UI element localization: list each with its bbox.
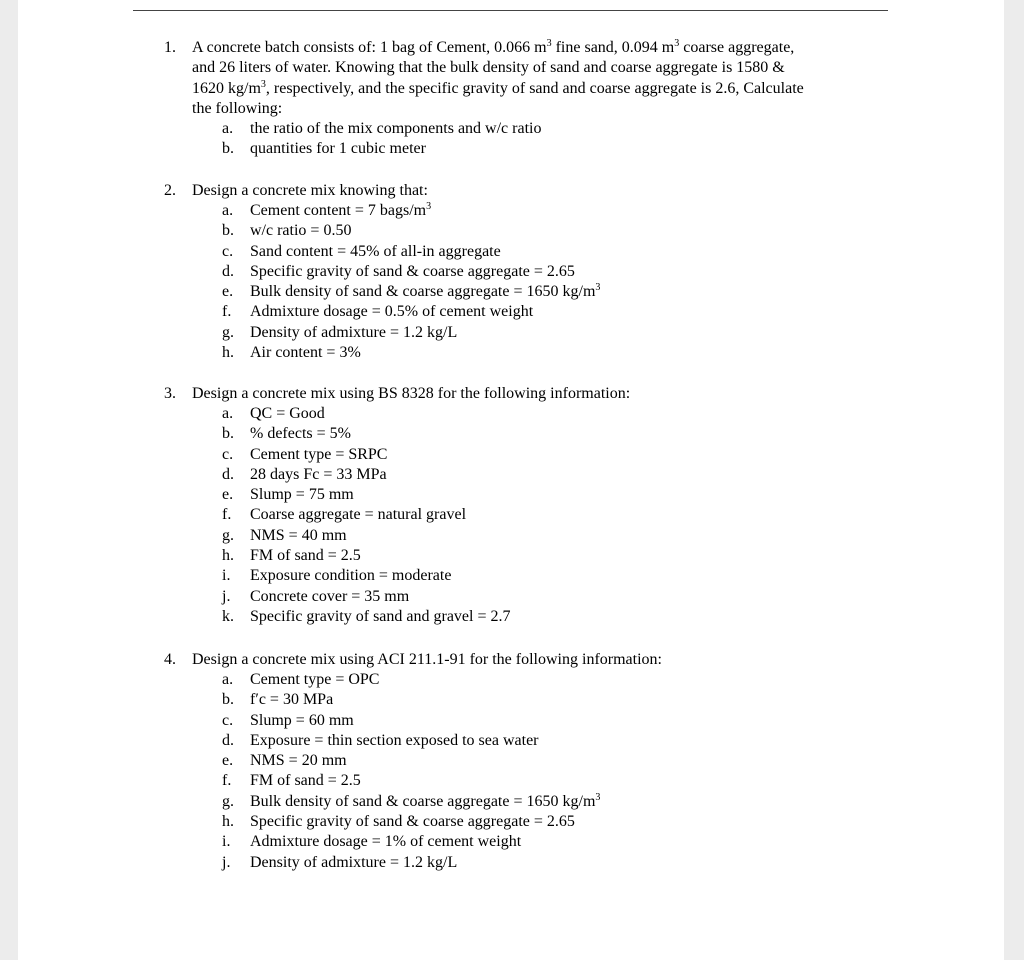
list-item bbox=[18, 424, 1004, 444]
item-letter: i. bbox=[222, 833, 231, 851]
list-item bbox=[18, 302, 1004, 322]
list-item bbox=[18, 139, 1004, 159]
question-line: A concrete batch consists of: 1 bag of Cement, 0.066 $m^3$ fine sand, 0.094 $m^3$ coarse aggregate, bbox=[192, 38, 795, 56]
list-item bbox=[18, 404, 1004, 424]
item-text: Admixture dosage = 1% of cement weight bbox=[250, 833, 522, 851]
list-item bbox=[18, 262, 1004, 282]
item-text: Concrete cover = 35 mm bbox=[250, 587, 410, 605]
item-letter: f. bbox=[222, 303, 232, 321]
item-letter: c. bbox=[222, 242, 234, 260]
item-letter: b. bbox=[222, 222, 234, 240]
item-text: Cement type = SRPC bbox=[250, 445, 388, 463]
sub-item-list bbox=[18, 119, 1004, 160]
item-text: w/c ratio = 0.50 bbox=[250, 222, 352, 240]
item-text: FM of sand = 2.5 bbox=[250, 772, 361, 790]
item-letter: g. bbox=[222, 526, 234, 544]
item-text: Admixture dosage = 0.5% of cement weight bbox=[250, 303, 534, 321]
list-item bbox=[18, 201, 1004, 221]
list-item bbox=[18, 670, 1004, 690]
item-text: the ratio of the mix components and w/c ratio bbox=[250, 120, 542, 137]
question-line: 1620 $kg/m^3$, respectively, and the specific gravity of sand and coarse aggregate is 2.6, Calculate bbox=[192, 78, 804, 97]
item-text: Exposure condition = moderate bbox=[250, 567, 452, 585]
item-letter: e. bbox=[222, 752, 234, 770]
list-item bbox=[18, 343, 1004, 363]
item-letter: a. bbox=[222, 202, 234, 219]
item-letter: h. bbox=[222, 547, 234, 565]
item-text: NMS = 40 mm bbox=[250, 526, 347, 544]
item-letter: a. bbox=[222, 405, 234, 422]
question-text bbox=[192, 38, 892, 119]
item-text: Exposure = thin section exposed to sea water bbox=[250, 731, 539, 749]
item-letter: d. bbox=[222, 465, 234, 483]
list-item bbox=[18, 853, 1004, 873]
list-item bbox=[18, 282, 1004, 302]
item-letter: j. bbox=[222, 587, 231, 605]
question-number: 3. bbox=[164, 385, 176, 402]
list-item bbox=[18, 832, 1004, 852]
question-number: 1. bbox=[164, 39, 176, 56]
sub-item-list bbox=[18, 404, 1004, 627]
item-text: Slump = 75 mm bbox=[250, 486, 354, 504]
item-text: % defects = 5% bbox=[250, 425, 351, 443]
item-letter: d. bbox=[222, 262, 234, 280]
question-text bbox=[192, 181, 892, 201]
item-letter: j. bbox=[222, 853, 231, 871]
item-letter: h. bbox=[222, 344, 234, 362]
list-item bbox=[18, 242, 1004, 262]
item-text: 28 days Fc = 33 MPa bbox=[250, 465, 387, 483]
list-item bbox=[18, 526, 1004, 546]
item-text: Bulk density of sand & coarse aggregate = 1650 $kg/m^3$ bbox=[250, 791, 601, 810]
item-letter: e. bbox=[222, 486, 234, 504]
list-item bbox=[18, 587, 1004, 607]
item-letter: g. bbox=[222, 323, 234, 341]
item-letter: a. bbox=[222, 671, 234, 688]
item-letter: k. bbox=[222, 607, 234, 625]
item-letter: f. bbox=[222, 506, 232, 524]
item-text: Air content = 3% bbox=[250, 344, 361, 362]
question-text bbox=[192, 384, 892, 404]
list-item bbox=[18, 465, 1004, 485]
item-text: QC = Good bbox=[250, 405, 325, 422]
item-text: f′c = 30 MPa bbox=[250, 691, 334, 709]
item-text: Slump = 60 mm bbox=[250, 711, 354, 729]
item-text: Sand content = 45% of all-in aggregate bbox=[250, 242, 501, 260]
list-item bbox=[18, 771, 1004, 791]
item-letter: d. bbox=[222, 731, 234, 749]
item-text: Cement content = 7 bags/$m^3$ bbox=[250, 201, 432, 219]
item-text: Specific gravity of sand & coarse aggregate = 2.65 bbox=[250, 262, 575, 280]
item-text: quantities for 1 cubic meter bbox=[250, 140, 426, 158]
question-number: 4. bbox=[164, 651, 176, 668]
question-line: the following: bbox=[192, 99, 283, 117]
list-item bbox=[18, 505, 1004, 525]
top-divider bbox=[133, 10, 888, 11]
item-text: Bulk density of sand & coarse aggregate = 1650 $kg/m^3$ bbox=[250, 282, 601, 301]
item-letter: e. bbox=[222, 283, 234, 301]
item-letter: b. bbox=[222, 425, 234, 443]
question-line: Design a concrete mix using ACI 211.1-91 for the following information: bbox=[192, 651, 662, 668]
item-text: Density of admixture = 1.2 kg/L bbox=[250, 853, 458, 871]
item-text: Coarse aggregate = natural gravel bbox=[250, 506, 467, 524]
question-number: 2. bbox=[164, 182, 176, 199]
list-item bbox=[18, 546, 1004, 566]
item-letter: h. bbox=[222, 813, 234, 831]
list-item bbox=[18, 119, 1004, 139]
list-item bbox=[18, 731, 1004, 751]
list-item bbox=[18, 323, 1004, 343]
list-item bbox=[18, 812, 1004, 832]
item-text: NMS = 20 mm bbox=[250, 752, 347, 770]
item-letter: f. bbox=[222, 772, 232, 790]
list-item bbox=[18, 445, 1004, 465]
list-item bbox=[18, 711, 1004, 731]
list-item bbox=[18, 485, 1004, 505]
list-item bbox=[18, 221, 1004, 241]
item-text: FM of sand = 2.5 bbox=[250, 547, 361, 565]
document-page bbox=[18, 0, 1004, 960]
sub-item-list bbox=[18, 201, 1004, 363]
question-line: Design a concrete mix using BS 8328 for the following information: bbox=[192, 385, 631, 402]
item-text: Density of admixture = 1.2 kg/L bbox=[250, 323, 458, 341]
list-item bbox=[18, 566, 1004, 586]
list-item bbox=[18, 690, 1004, 710]
question-text bbox=[192, 650, 892, 670]
item-text: Specific gravity of sand & coarse aggregate = 2.65 bbox=[250, 813, 575, 831]
item-letter: i. bbox=[222, 567, 231, 585]
list-item bbox=[18, 607, 1004, 627]
item-letter: a. bbox=[222, 120, 234, 137]
item-letter: c. bbox=[222, 445, 234, 463]
item-letter: b. bbox=[222, 691, 234, 709]
sub-item-list bbox=[18, 670, 1004, 873]
list-item bbox=[18, 792, 1004, 812]
item-text: Specific gravity of sand and gravel = 2.7 bbox=[250, 607, 511, 625]
question-line: Design a concrete mix knowing that: bbox=[192, 182, 428, 199]
question-line: and 26 liters of water. Knowing that the bulk density of sand and coarse aggregate is 1580 & bbox=[192, 59, 785, 77]
list-item bbox=[18, 751, 1004, 771]
item-text: Cement type = OPC bbox=[250, 671, 380, 688]
item-letter: b. bbox=[222, 140, 234, 158]
item-letter: g. bbox=[222, 792, 234, 810]
item-letter: c. bbox=[222, 711, 234, 729]
